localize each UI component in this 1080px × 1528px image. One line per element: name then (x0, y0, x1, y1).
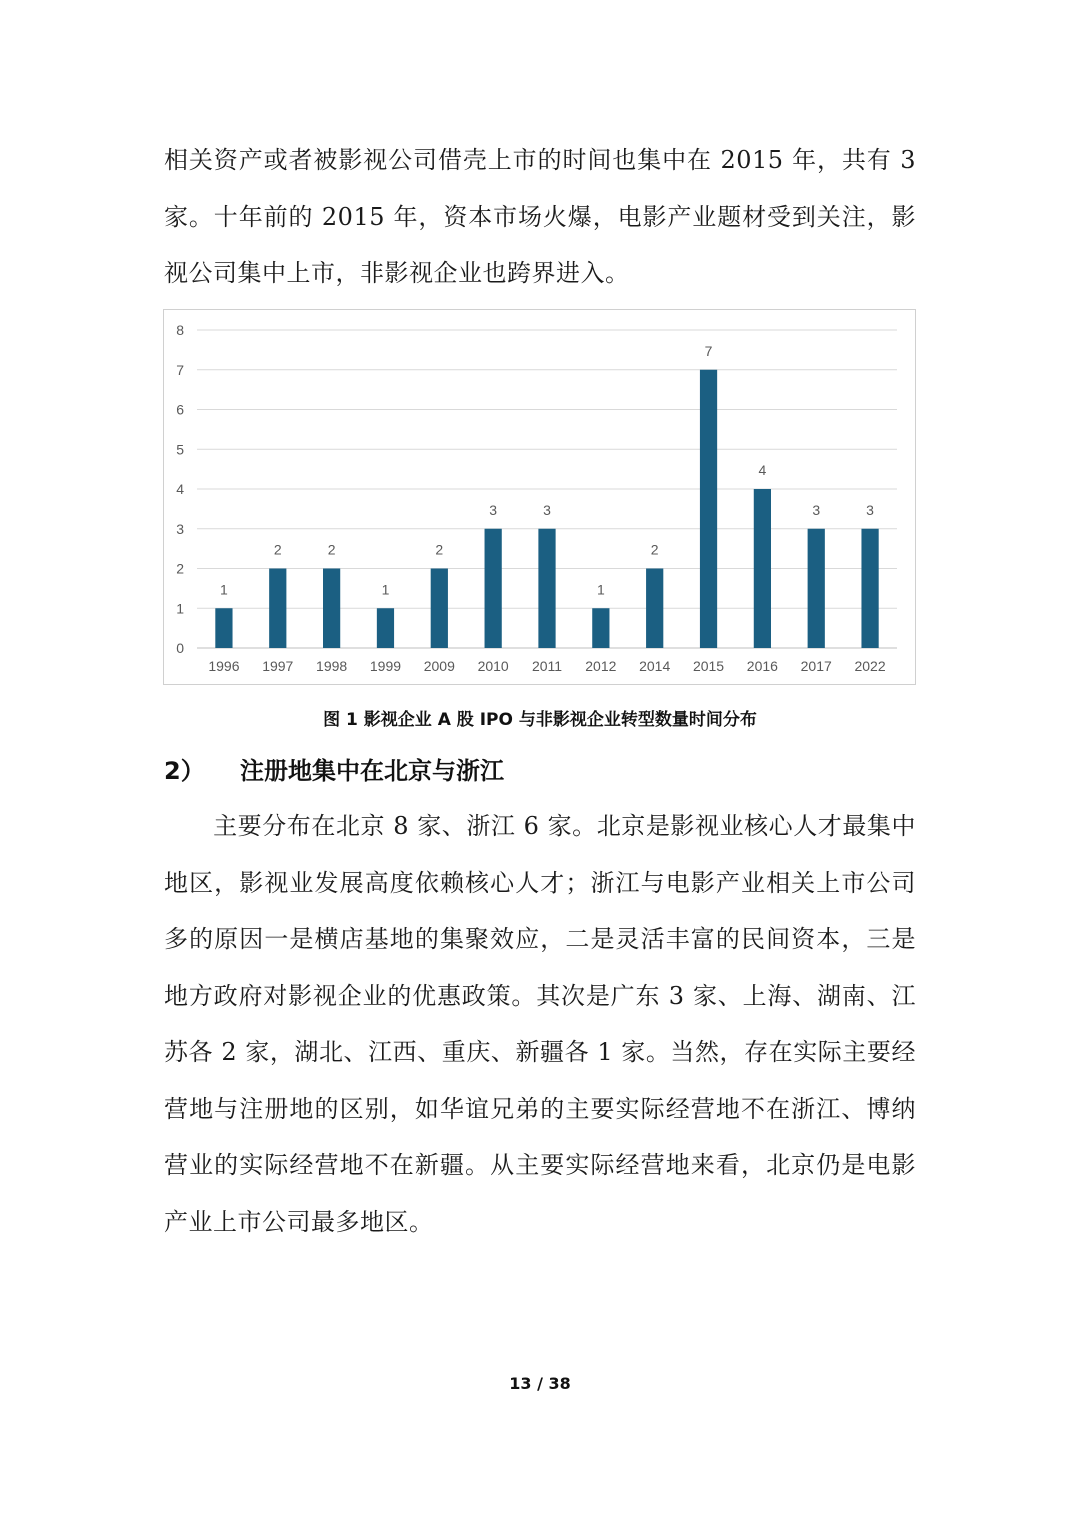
x-tick-label: 1997 (262, 658, 294, 674)
bar (700, 370, 717, 648)
data-label: 7 (704, 342, 713, 359)
paragraph-line: 产业上市公司最多地区。 (164, 1207, 434, 1236)
paragraph-line: 相关资产或者被影视公司借壳上市的时间也集中在 2015 年，共有 3 (164, 146, 916, 174)
bar (754, 489, 771, 648)
bar (485, 529, 502, 648)
y-tick-label: 5 (176, 441, 184, 458)
bar (431, 569, 448, 649)
section-title: 注册地集中在北京与浙江 (240, 757, 504, 785)
y-tick-label: 0 (176, 640, 184, 656)
paragraph-region (164, 798, 916, 1250)
data-label: 2 (327, 541, 336, 558)
data-label: 2 (435, 541, 444, 558)
x-tick-label: 2012 (585, 658, 617, 674)
bar (646, 569, 663, 649)
data-label: 3 (866, 501, 874, 518)
bar (269, 569, 286, 649)
section-number: 2） (164, 757, 205, 785)
x-tick-label: 2017 (800, 658, 832, 674)
y-tick-label: 4 (176, 481, 184, 497)
x-tick-label: 2011 (531, 658, 563, 674)
x-tick-label: 2014 (639, 658, 671, 674)
x-tick-label: 1998 (316, 658, 348, 674)
data-label: 3 (812, 501, 821, 518)
paragraph-line: 营业的实际经营地不在新疆。从主要实际经营地来看，北京仍是电影 (164, 1151, 916, 1179)
paragraph-line: 主要分布在北京 8 家、浙江 6 家。北京是影视业核心人才最集中 (164, 812, 916, 840)
bar (592, 608, 609, 648)
paragraph-line: 多的原因一是横店基地的集聚效应，二是灵活丰富的民间资本，三是 (164, 925, 916, 953)
bar-chart (163, 309, 916, 685)
y-tick-label: 6 (176, 401, 184, 418)
paragraph-line: 苏各 2 家，湖北、江西、重庆、新疆各 1 家。当然，存在实际主要经 (164, 1038, 916, 1066)
bar-chart-svg (164, 310, 917, 686)
data-label: 1 (220, 581, 228, 598)
data-label: 3 (543, 501, 551, 518)
paragraph-line: 视公司集中上市，非影视企业也跨界进入。 (164, 259, 630, 287)
paragraph-intro (164, 132, 916, 302)
data-label: 3 (489, 501, 498, 518)
data-label: 2 (273, 541, 282, 558)
paragraph-line: 家。十年前的 2015 年，资本市场火爆，电影产业题材受到关注，影 (164, 202, 916, 231)
figure-caption: 图 1 影视企业 A 股 IPO 与非影视企业转型数量时间分布 (323, 710, 757, 730)
bar (215, 608, 232, 648)
paragraph-line: 营地与注册地的区别，如华谊兄弟的主要实际经营地不在浙江、博纳 (164, 1094, 916, 1123)
x-tick-label: 1996 (208, 658, 240, 674)
page-number: 13 / 38 (509, 1374, 571, 1393)
bar (538, 529, 555, 648)
paragraph-line: 地区，影视业发展高度依赖核心人才；浙江与电影产业相关上市公司 (164, 868, 916, 897)
x-tick-label: 2022 (854, 658, 886, 674)
y-tick-label: 8 (176, 322, 184, 338)
paragraph-line: 地方政府对影视企业的优惠政策。其次是广东 3 家、上海、湖南、江 (164, 981, 916, 1010)
x-tick-label: 2015 (692, 658, 725, 674)
bar (808, 529, 825, 648)
data-label: 1 (596, 581, 605, 598)
section-heading (164, 751, 504, 786)
data-label: 1 (381, 581, 390, 598)
x-tick-label: 2016 (746, 658, 778, 674)
data-label: 2 (650, 541, 659, 558)
bar (861, 529, 878, 648)
y-tick-label: 7 (176, 361, 184, 378)
y-tick-label: 1 (176, 600, 184, 617)
bar (323, 569, 340, 649)
y-tick-label: 3 (176, 520, 184, 537)
x-tick-label: 2009 (423, 658, 455, 674)
x-tick-label: 1999 (369, 658, 402, 674)
x-tick-label: 2010 (477, 658, 509, 674)
bar (377, 608, 394, 648)
data-label: 4 (758, 462, 767, 478)
y-tick-label: 2 (176, 560, 184, 577)
